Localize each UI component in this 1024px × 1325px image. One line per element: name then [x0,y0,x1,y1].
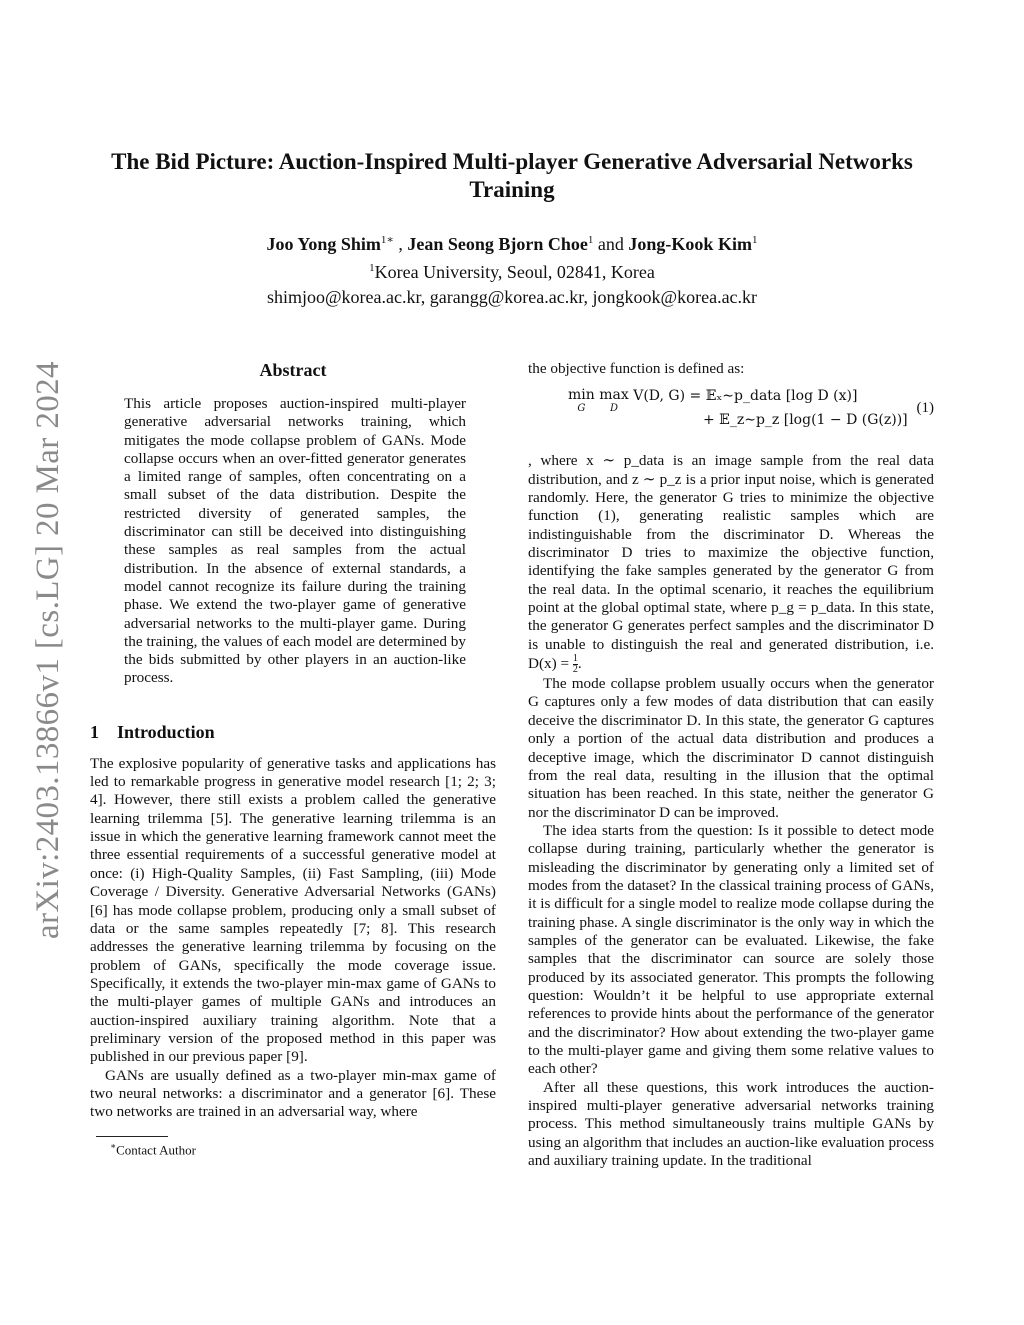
footnote-text: Contact Author [116,1141,196,1157]
section-heading-introduction [90,722,496,743]
author-1: Joo Yong Shim [266,234,381,254]
left-column [90,360,496,1158]
footnote-divider [96,1136,168,1137]
equation-number: (1) [916,400,934,417]
affiliation [110,260,914,285]
author-separator: and [593,234,629,254]
author-list [110,232,914,256]
intro-paragraph-2: GANs are usually defined as a two-player min-max game of two neural networks: a discriminator and a generator [6]. These two networks are trained in an adversarial way, where [90,1066,496,1121]
author-emails: shimjoo@korea.ac.kr, garangg@korea.ac.kr, jongkook@korea.ac.kr [266,287,758,307]
mode-collapse-paragraph: The mode collapse problem usually occurs when the generator G captures only a few modes of data distribution that can easily deceive the discriminator D. In this state, the generator G captures only a portion of the actual data distribution and produces a deceptive image, which the discriminator D cannot distinguish from the real data, resulting in the illusion that the optimal situation has been reached. In this state, neither the generator G nor the discriminator D can be improved. [528,675,934,821]
author-1-mark: 1∗ [380,234,394,246]
paper-title: The Bid Picture: Auction-Inspired Multi-player Generative Adversarial Networks Training [111,149,913,202]
max-operator: max D [599,387,629,415]
institution: Korea University, Seoul, 02841, Korea [374,262,655,282]
affiliation-block [110,260,914,310]
affiliation-mark: 1 [369,262,375,274]
equation-line-2: + 𝔼_z∼p_z [log(1 − D (G(z))] [703,412,908,429]
objective-lead-in: the objective function is defined as: [528,360,745,377]
author-separator: , [393,234,408,254]
right-column [528,360,934,1170]
author-2-mark: 1 [587,234,594,246]
objective-explanation-text: , where x ∼ p_data is an image sample from the real data distribution, and z ∼ p_z is a prior input noise, which is generated randomly. Here, the generator G tries to minimize the objective function (1), generating realistic samples which are indistinguishable from the discriminator D. Whereas the discriminator D tries to maximize the objective function, identifying the fake samples generated by the generator G from the real data. In the optimal scenario, it reaches the equilibrium point at the global optimal state, where p_g = p_data. In this state, the generator G generates perfect samples and the discriminator D is unable to distinguish the real and generated distribution, i.e. D(x) = [528,452,934,673]
footnote-mark: ∗ [110,1140,117,1151]
one-half-fraction: $\frac{1}{2}$ [572,653,578,676]
footnote [110,1141,496,1158]
abstract-heading: Abstract [259,360,327,380]
objective-explanation: , where x ∼ p_data is an image sample from the real data distribution, and z ∼ p_z is a prior input noise, which is generated randomly. Here, the generator G tries to minimize the objective function (1), generating realistic samples which are indistinguishable from the discriminator D. Whereas the discriminator D tries to maximize the objective function, identifying the fake samples generated by the generator G from the real data. In the optimal scenario, it reaches the equilibrium point at the global optimal state, where p_g = p_data. In this state, the generator G generates perfect samples and the discriminator D is unable to distinguish the real and generated distribution, i.e. D(x) = $\frac{1}{2}$ . [528,452,934,676]
author-3-mark: 1 [751,234,758,246]
abstract-text: This article proposes auction-inspired multi-player generative adversarial networks training, which mitigates the mode collapse problem of GANs. Mode collapse occurs when an over-fitted generator generates a limited range of samples, often concentrating on a small subset of the data distribution. Despite the restricted diversity of generated samples, the discriminator can still be deceived into distinguishing these samples as real samples from the actual distribution. In the absence of external standards, a model cannot recognize its failure during the training phase. We extend the two-player game of generative adversarial networks to the multi-player game. During the training, the values of each model are determined by the bids submitted by other players in an auction-like process. [124,395,466,687]
min-operator: min G [568,387,595,415]
arxiv-side-identifier: arXiv:2403.13866v1 [cs.LG] 20 Mar 2024 [30,361,66,939]
contribution-paragraph: After all these questions, this work introduces the auction-inspired multi-player generative adversarial networks training process. This method simultaneously trains multiple GANs by using an algorithm that includes an auction-like evaluation process and auxiliary training update. In the traditional [528,1078,934,1170]
section-title: Introduction [117,721,215,742]
intro-paragraph-1: The explosive popularity of generative tasks and applications has led to remarkable progress in generative model research [1; 2; 3; 4]. However, there still exists a problem called the generative learning trilemma [5]. The generative learning trilemma is an issue in which the generative learning framework cannot meet the three essential requirements of a successful generative model at once: (i) High-Quality Samples, (ii) Fast Sampling, (iii) Mode Coverage / Diversity. Generative Adversarial Networks (GANs) [6] has mode collapse problem, producing only a small subset of data or the same samples repeatedly [7; 8]. This research addresses the generative learning trilemma by focusing on the problem of GANs, specifically the mode coverage issue. Specifically, it extends the two-player min-max game of GANs to the multi-player games of multiple GANs and introduces an auction-inspired auxiliary training algorithm. Note that a preliminary version of the proposed method in this paper was published in our previous paper [9]. [90,754,496,1066]
equation-expression-1: V(D, G) = 𝔼ₓ∼p_data [log D (x)] [633,388,858,405]
objective-equation [528,388,934,438]
author-3: Jong-Kook Kim [628,234,752,254]
author-2: Jean Seong Bjorn Choe [407,234,588,254]
idea-paragraph: The idea starts from the question: Is it possible to detect mode collapse during training, particularly whether the generator is misleading the discriminator by generating only a limited set of modes from the dataset? In the classical training process of GANs, it is difficult for a single model to realize mode collapse during the training phase. A single discriminator is the only way in which the samples of the generator can be evaluated. Likewise, the fake samples that the discriminator can source are solely those produced by its associated generator. This prompts the following question: Wouldn’t it be helpful to use appropriate external references to provide hints about the performance of the generator and the discriminator? How about extending the two-player game to the multi-player game and giving them some relative values to each other? [528,821,934,1078]
section-number: 1 [90,721,99,742]
